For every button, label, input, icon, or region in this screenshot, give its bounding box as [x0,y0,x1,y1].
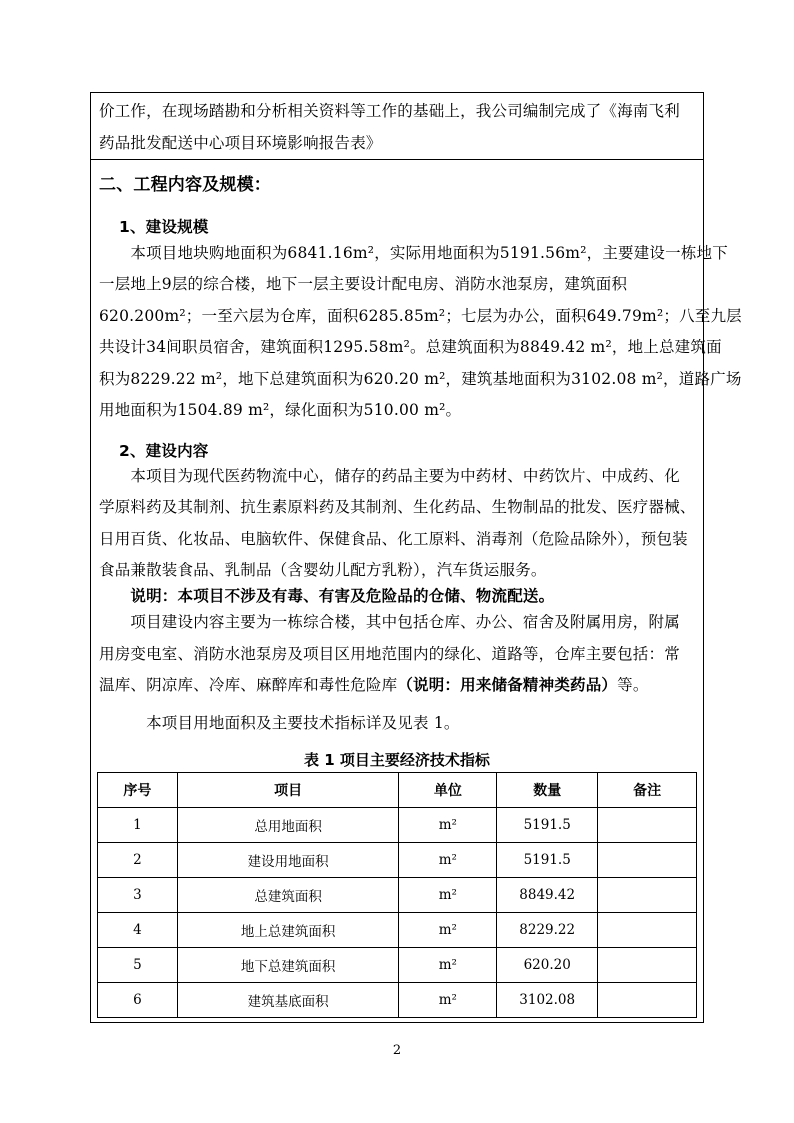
cell-index: 5 [98,948,178,983]
intro-line-2: 药品批发配送中心项目环境影响报告表》 [99,134,382,152]
table-row [98,913,697,948]
content-line-7 [99,675,699,695]
cell-unit: m² [399,878,497,913]
cell-item: 总用地面积 [177,808,399,843]
section-divider [91,159,703,160]
content-line-7-text: 温库、阴凉库、冷库、麻醉库和毒性危险库 [99,676,398,694]
cell-unit: m² [399,808,497,843]
cell-remarks [598,843,697,878]
cell-unit: m² [399,843,497,878]
page-number: 2 [392,1043,402,1058]
cell-item: 建筑基底面积 [177,983,399,1018]
scale-line-5: 积为8229.22 m²，地下总建筑面积为620.20 m²，建筑基地面积为3102.08 m²，道路广场 [99,370,742,388]
scale-line-6: 用地面积为1504.89 m²，绿化面积为510.00 m²。 [99,401,462,419]
content-line-7-bold: （说明：用来储备精神类药品） [397,676,618,694]
cell-index: 2 [98,843,178,878]
col-header-item: 项目 [177,773,399,808]
cell-item: 地下总建筑面积 [177,948,399,983]
cell-unit: m² [399,983,497,1018]
scale-line-1: 本项目地块购地面积为6841.16m²，实际用地面积为5191.56m²，主要建设一栋地下 [99,244,728,262]
cell-quantity: 3102.08 [497,983,598,1018]
cell-remarks [598,808,697,843]
table-row [98,948,697,983]
cell-quantity: 5191.5 [497,843,598,878]
cell-quantity: 8229.22 [497,913,598,948]
table-caption: 表 1 项目主要经济技术指标 [304,751,490,769]
table-row [98,808,697,843]
content-line-4: 食品兼散装食品、乳制品（含婴幼儿配方乳粉），汽车货运服务。 [99,561,547,579]
table-row [98,843,697,878]
cell-unit: m² [399,948,497,983]
cell-remarks [598,983,697,1018]
col-header-quantity: 数量 [497,773,598,808]
col-header-unit: 单位 [399,773,497,808]
scale-line-4: 共设计34间职员宿舍，建筑面积1295.58m²。总建筑面积为8849.42 m²，地上总建筑面 [99,338,722,356]
subsection-heading-content: 2、建设内容 [119,442,209,460]
section-heading: 二、工程内容及规模： [99,175,271,195]
cell-item: 地上总建筑面积 [177,913,399,948]
cell-quantity: 5191.5 [497,808,598,843]
cell-index: 3 [98,878,178,913]
document-frame [90,92,742,1023]
scale-line-3: 620.200m²；一至六层为仓库，面积6285.85m²；七层为办公，面积649.79m²；八至九层 [99,307,742,325]
col-header-remarks: 备注 [598,773,697,808]
table-reference: 本项目用地面积及主要技术指标详及见表 1。 [99,714,460,732]
col-header-index: 序号 [98,773,178,808]
scale-line-2: 一层地上9层的综合楼，地下一层主要设计配电房、消防水池泵房，建筑面积 [99,275,628,293]
content-line-6: 用房变电室、消防水池泵房及项目区用地范围内的绿化、道路等，仓库主要包括：常 [99,645,680,663]
cell-remarks [598,913,697,948]
cell-item: 建设用地面积 [177,843,399,878]
cell-remarks [598,948,697,983]
content-line-5: 项目建设内容主要为一栋综合楼，其中包括仓库、办公、宿舍及附属用房，附属 [99,613,680,631]
cell-remarks [598,878,697,913]
cell-index: 6 [98,983,178,1018]
cell-quantity: 620.20 [497,948,598,983]
table-row [98,983,697,1018]
content-note: 说明：本项目不涉及有毒、有害及危险品的仓储、物流配送。 [99,587,555,605]
indicator-table [97,772,697,1018]
content-line-7-end: 等。 [617,676,649,694]
table-row [98,878,697,913]
cell-quantity: 8849.42 [497,878,598,913]
subsection-heading-scale: 1、建设规模 [119,218,209,236]
cell-index: 1 [98,808,178,843]
cell-item: 总建筑面积 [177,878,399,913]
cell-unit: m² [399,913,497,948]
table-header-row [98,773,697,808]
cell-index: 4 [98,913,178,948]
content-line-1: 本项目为现代医药物流中心，储存的药品主要为中药材、中药饮片、中成药、化 [99,467,680,485]
content-line-2: 学原料药及其制剂、抗生素原料药及其制剂、生化药品、生物制品的批发、医疗器械、 [99,498,696,516]
intro-line-1: 价工作，在现场踏勘和分析相关资料等工作的基础上，我公司编制完成了《海南飞利 [99,102,680,120]
content-line-3: 日用百货、化妆品、电脑软件、保健食品、化工原料、消毒剂（危险品除外），预包装 [99,530,688,548]
